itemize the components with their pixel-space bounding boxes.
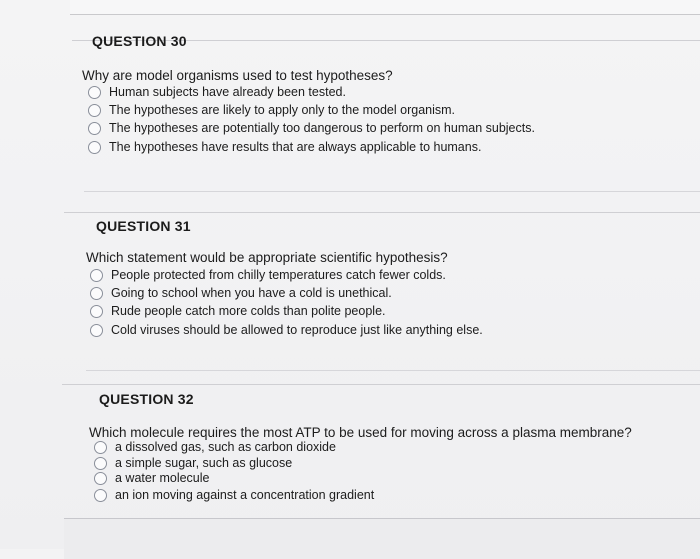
- question-32-option-2[interactable]: [94, 456, 292, 470]
- question-31-option-4[interactable]: [90, 323, 483, 337]
- option-label: a simple sugar, such as glucose: [115, 456, 293, 470]
- option-label: The hypotheses are likely to apply only to the model organism.: [109, 103, 456, 117]
- question-32-top-border: [62, 384, 700, 385]
- question-31-prompt: Which statement would be appropriate scientific hypothesis?: [86, 250, 448, 265]
- radio-button[interactable]: [94, 457, 107, 470]
- question-31-option-3[interactable]: [90, 304, 386, 318]
- radio-button[interactable]: [94, 472, 107, 485]
- previous-section-edge: [70, 0, 700, 15]
- option-label: The hypotheses have results that are always applicable to humans.: [109, 140, 482, 154]
- question-30-prompt: Why are model organisms used to test hypotheses?: [82, 68, 393, 83]
- question-31-option-2[interactable]: [90, 286, 392, 300]
- option-label: Cold viruses should be allowed to reproduce just like anything else.: [111, 323, 483, 337]
- radio-button[interactable]: [90, 324, 103, 337]
- radio-button[interactable]: [88, 141, 101, 154]
- question-31-divider: [86, 370, 700, 371]
- option-label: a dissolved gas, such as carbon dioxide: [115, 440, 336, 454]
- radio-button[interactable]: [90, 269, 103, 282]
- option-label: Going to school when you have a cold is unethical.: [111, 286, 392, 300]
- next-question-box: [64, 518, 700, 559]
- option-label: a water molecule: [115, 471, 210, 485]
- question-30-title: QUESTION 30: [92, 33, 187, 49]
- question-31-top-border: [64, 212, 700, 213]
- question-30-option-2[interactable]: [88, 103, 455, 117]
- question-30-option-4[interactable]: [88, 140, 481, 154]
- option-label: The hypotheses are potentially too dangerous to perform on human subjects.: [109, 121, 535, 135]
- question-30-option-3[interactable]: [88, 121, 535, 135]
- radio-button[interactable]: [90, 305, 103, 318]
- option-label: People protected from chilly temperatures catch fewer colds.: [111, 268, 446, 282]
- question-32-option-1[interactable]: [94, 440, 336, 454]
- radio-button[interactable]: [88, 104, 101, 117]
- option-label: Human subjects have already been tested.: [109, 85, 346, 99]
- question-31-title: QUESTION 31: [96, 218, 191, 234]
- radio-button[interactable]: [88, 86, 101, 99]
- radio-button[interactable]: [90, 287, 103, 300]
- question-32-title: QUESTION 32: [99, 391, 194, 407]
- question-32-option-4[interactable]: [94, 488, 374, 502]
- radio-button[interactable]: [88, 122, 101, 135]
- radio-button[interactable]: [94, 489, 107, 502]
- radio-button[interactable]: [94, 441, 107, 454]
- question-32-option-3[interactable]: [94, 471, 210, 485]
- option-label: an ion moving against a concentration gradient: [115, 488, 375, 502]
- question-30-option-1[interactable]: [88, 85, 346, 99]
- question-30-divider: [84, 191, 700, 192]
- question-31-option-1[interactable]: [90, 268, 446, 282]
- option-label: Rude people catch more colds than polite people.: [111, 304, 386, 318]
- question-32-prompt: Which molecule requires the most ATP to be used for moving across a plasma membrane?: [89, 425, 632, 440]
